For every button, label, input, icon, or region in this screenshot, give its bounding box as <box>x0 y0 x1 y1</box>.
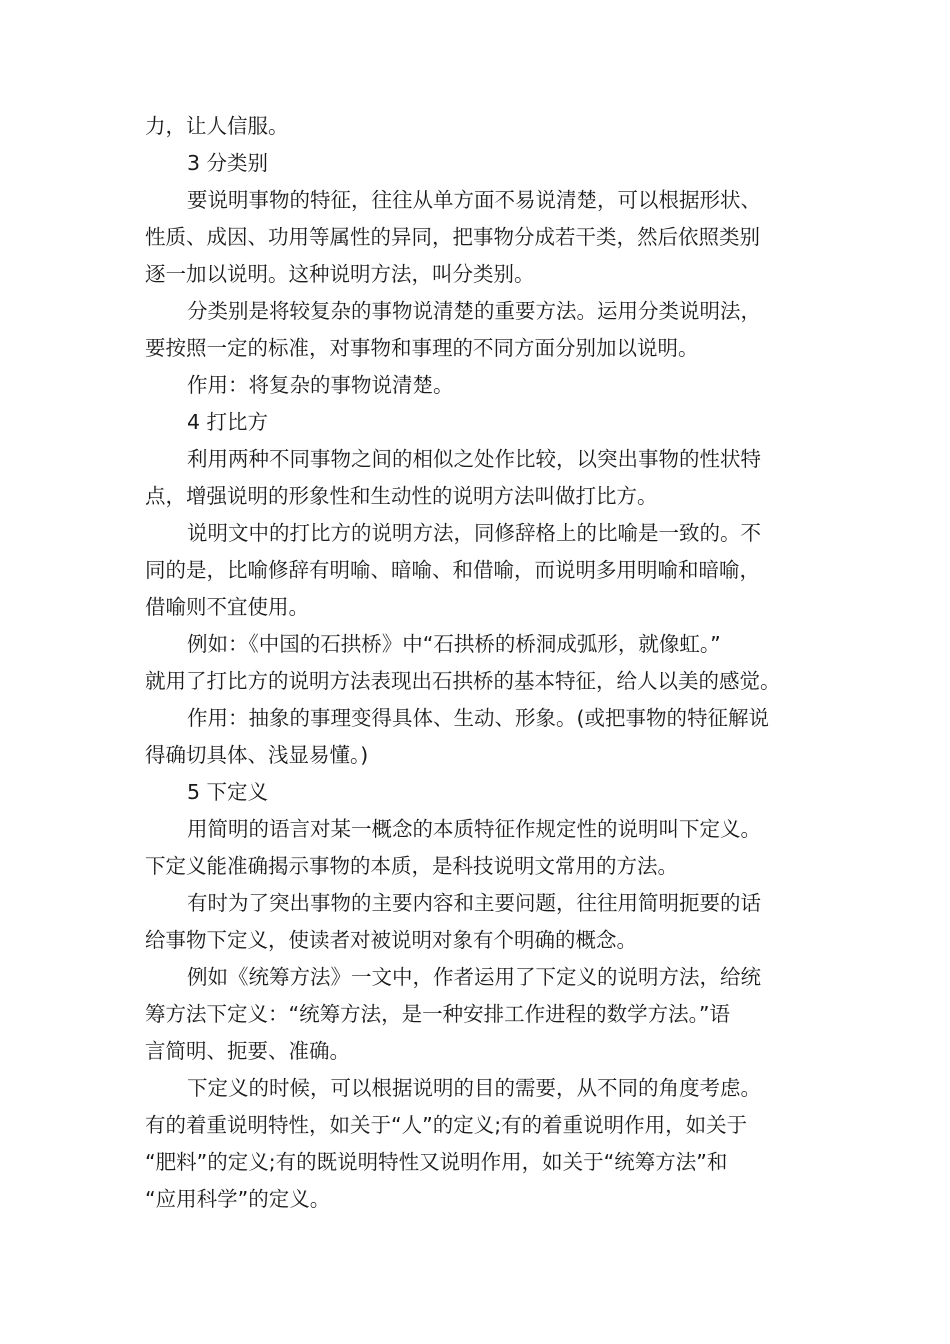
text-line: 得确切具体、浅显易懂。) <box>145 743 369 767</box>
text-line: 作用：将复杂的事物说清楚。 <box>187 373 454 397</box>
text-line: 分类别是将较复杂的事物说清楚的重要方法。运用分类说明法， <box>187 299 761 323</box>
text-line: 下定义能准确揭示事物的本质，是科技说明文常用的方法。 <box>145 854 678 878</box>
text-line: 有的着重说明特性，如关于“人”的定义;有的着重说明作用，如关于 <box>145 1113 748 1137</box>
text-line: 逐一加以说明。这种说明方法，叫分类别。 <box>145 262 535 286</box>
text-line: “应用科学”的定义。 <box>145 1187 331 1211</box>
text-line: 性质、成因、功用等属性的异同，把事物分成若干类，然后依照类别 <box>145 225 760 249</box>
text-line: 作用：抽象的事理变得具体、生动、形象。(或把事物的特征解说 <box>187 706 769 730</box>
text-line: “肥料”的定义;有的既说明特性又说明作用，如关于“统筹方法”和 <box>145 1150 728 1174</box>
text-line: 借喻则不宜使用。 <box>145 595 309 619</box>
text-line: 给事物下定义，使读者对被说明对象有个明确的概念。 <box>145 928 637 952</box>
text-line: 利用两种不同事物之间的相似之处作比较，以突出事物的性状特 <box>187 447 761 471</box>
text-line: 说明文中的打比方的说明方法，同修辞格上的比喻是一致的。不 <box>187 521 761 545</box>
text-line: 用简明的语言对某一概念的本质特征作规定性的说明叫下定义。 <box>187 817 761 841</box>
text-line: 就用了打比方的说明方法表现出石拱桥的基本特征，给人以美的感觉。 <box>145 669 781 693</box>
section-heading: 4 打比方 <box>187 410 269 434</box>
text-line: 要说明事物的特征，往往从单方面不易说清楚，可以根据形状、 <box>187 188 761 212</box>
section-heading: 3 分类别 <box>187 151 269 175</box>
text-line: 同的是，比喻修辞有明喻、暗喻、和借喻，而说明多用明喻和暗喻， <box>145 558 760 582</box>
text-line: 要按照一定的标准，对事物和事理的不同方面分别加以说明。 <box>145 336 699 360</box>
document-body <box>145 108 815 1218</box>
text-line: 例如：《中国的石拱桥》中“石拱桥的桥洞成弧形，就像虹。” <box>187 632 721 656</box>
text-line: 筹方法下定义：“统筹方法，是一种安排工作进程的数学方法。”语 <box>145 1002 730 1026</box>
text-line: 点，增强说明的形象性和生动性的说明方法叫做打比方。 <box>145 484 658 508</box>
text-line: 力，让人信服。 <box>145 114 289 138</box>
text-line: 言简明、扼要、准确。 <box>145 1039 350 1063</box>
text-line: 例如《统筹方法》一文中，作者运用了下定义的说明方法，给统 <box>187 965 761 989</box>
text-line: 有时为了突出事物的主要内容和主要问题，往往用简明扼要的话 <box>187 891 761 915</box>
text-line: 下定义的时候，可以根据说明的目的需要，从不同的角度考虑。 <box>187 1076 761 1100</box>
section-heading: 5 下定义 <box>187 780 269 804</box>
